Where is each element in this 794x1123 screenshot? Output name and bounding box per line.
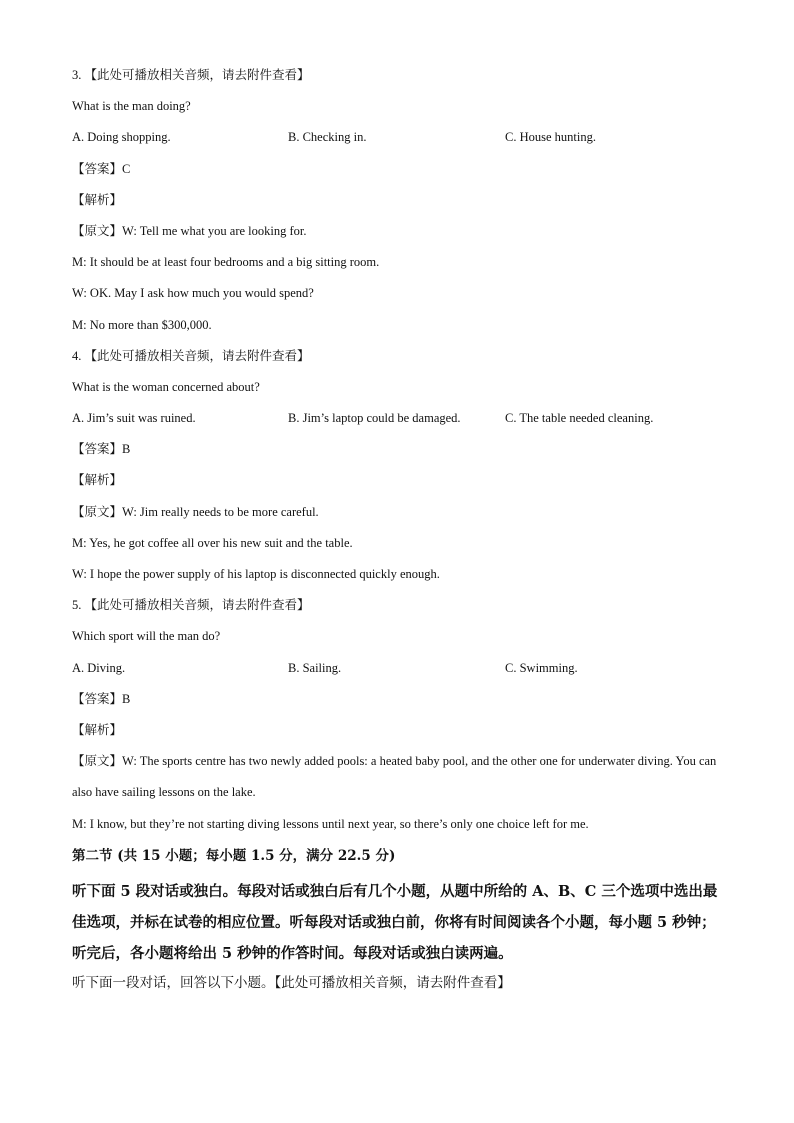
- q3-question: What is the man doing?: [72, 99, 191, 114]
- section-title: 第二节 (共 15 小题；每小题 1.5 分，满分 22.5 分): [72, 848, 396, 865]
- q4-question: What is the woman concerned about?: [72, 379, 260, 394]
- q5-option-b: B. Sailing.: [288, 660, 342, 675]
- q4-header: 4. 【此处可播放相关音频，请去附件查看】: [72, 348, 310, 363]
- q3-analysis-label: 【解析】: [72, 192, 123, 207]
- q4-options: [72, 409, 724, 427]
- q3-transcript-line: M: No more than $300,000.: [72, 317, 212, 332]
- q4-transcript-line: 【原文】W: Jim really needs to be more careful.: [72, 504, 319, 519]
- q5-options: [72, 659, 724, 677]
- q5-transcript-line: 【原文】W: The sports centre has two newly added pools: a heated baby pool, and the other one for underwater diving. You can also have sailing lessons on the lake.: [72, 754, 717, 800]
- q3-option-a: A. Doing shopping.: [72, 130, 171, 145]
- q5-analysis-label: 【解析】: [72, 722, 123, 737]
- q3-options: [72, 128, 724, 146]
- q3-option-c: C. House hunting.: [505, 130, 596, 145]
- q3-answer: 【答案】C: [72, 161, 131, 176]
- q4-transcript-line: W: I hope the power supply of his laptop is disconnected quickly enough.: [72, 567, 440, 581]
- q5-option-a: A. Diving.: [72, 660, 126, 675]
- section-prompt: 听下面一段对话，回答以下小题。【此处可播放相关音频，请去附件查看】: [72, 975, 511, 991]
- q5-transcript-line: M: I know, but they’re not starting diving lessons until next year, so there’s only one choice left for me.: [72, 817, 589, 832]
- q3-transcript-line: W: OK. May I ask how much you would spend?: [72, 286, 314, 301]
- document-page: [72, 66, 724, 993]
- q3-transcript-line: 【原文】W: Tell me what you are looking for.: [72, 223, 307, 238]
- section-instructions: 听下面 5 段对话或独白。每段对话或独白后有几个小题，从题中所给的 A、B、C 三个选项中选出最佳选项，并标在试卷的相应位置。听每段对话或独白前，你将有时间阅读各个小题，每小题 5 秒钟；听完后，各小题将给出 5 秒钟的作答时间。每段对话或独白读两遍。: [72, 883, 718, 963]
- q5-header: 5. 【此处可播放相关音频，请去附件查看】: [72, 598, 310, 613]
- q3-header: 3. 【此处可播放相关音频，请去附件查看】: [72, 68, 310, 82]
- q4-option-c: C. The table needed cleaning.: [505, 411, 654, 426]
- q4-analysis-label: 【解析】: [72, 473, 123, 488]
- q5-question: Which sport will the man do?: [72, 629, 221, 644]
- q5-answer: 【答案】B: [72, 691, 131, 706]
- q4-option-b: B. Jim’s laptop could be damaged.: [288, 411, 461, 426]
- q3-transcript-line: M: It should be at least four bedrooms and a big sitting room.: [72, 255, 380, 270]
- q4-transcript-line: M: Yes, he got coffee all over his new suit and the table.: [72, 535, 353, 550]
- q4-option-a: A. Jim’s suit was ruined.: [72, 411, 196, 426]
- q5-option-c: C. Swimming.: [505, 660, 578, 675]
- q4-answer: 【答案】B: [72, 442, 131, 457]
- q3-option-b: B. Checking in.: [288, 130, 367, 145]
